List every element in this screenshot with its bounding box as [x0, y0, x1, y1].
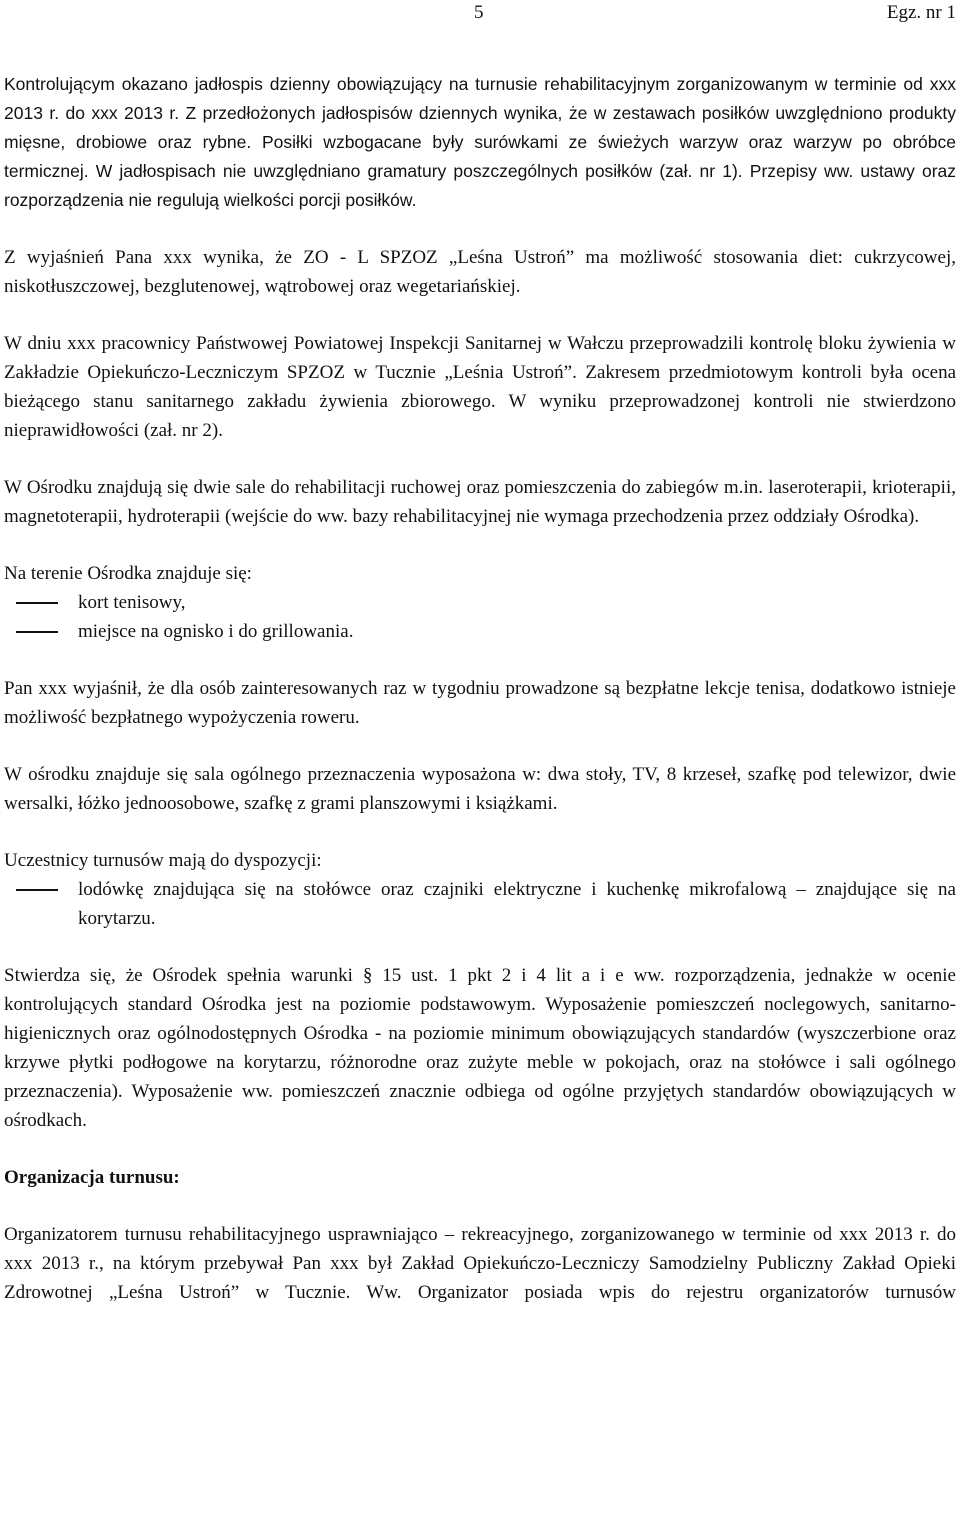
facilities-list — [4, 588, 956, 646]
paragraph-sanitary-inspection: W dniu xxx pracownicy Państwowej Powiatowej Inspekcji Sanitarnej w Wałczu przeprowadzili kontrolę bloku żywienia w Zakładzie Opiekuńczo-Leczniczym SPZOZ w Tucznie „Leśnia Ustroń”. Zakresem przedmiotowym kontroli była ocena bieżącego stanu sanitarnego zakładu żywienia zbiorowego. W wyniku przeprowadzonej kontroli nie stwierdzono nieprawidłowości (zał. nr 2). — [4, 333, 956, 441]
paragraph-common-room: W ośrodku znajduje się sala ogólnego przeznaczenia wyposażona w: dwa stoły, TV, 8 krzeseł, szafkę pod telewizor, dwie wersalki, łóżko jednoosobowe, szafkę z grami planszowymi i książkami. — [4, 764, 956, 814]
list-item: lodówkę znajdująca się na stołówce oraz czajniki elektryczne i kuchenkę mikrofalową – znajdujące się na korytarzu. — [78, 879, 956, 929]
participants-list — [4, 875, 956, 933]
copy-label: Egz. nr 1 — [886, 2, 956, 23]
paragraph-menu: Kontrolującym okazano jadłospis dzienny obowiązujący na turnusie rehabilitacyjnym zorganizowanym w terminie od xxx 2013 r. do xxx 2013 r. Z przedłożonych jadłospisów dziennych wynika, że w zestawach posiłków uwzględniono produkty mięsne, drobiowe oraz rybne. Posiłki wzbogacane były surówkami ze świeżych warzyw oraz warzyw po obróbce termicznej. W jadłospisach nie uwzględniano gramatury poszczególnych posiłków (zał. nr 1). Przepisy ww. ustawy oraz rozporządzenia nie regulują wielkości porcji posiłków. — [4, 74, 956, 210]
page-number: 5 — [474, 2, 484, 23]
page-header — [0, 0, 960, 30]
paragraph-organizer: Organizatorem turnusu rehabilitacyjnego usprawniająco – rekreacyjnego, zorganizowanego w terminie od xxx 2013 r. do xxx 2013 r., na którym przebywał Pan xxx był Zakład Opiekuńczo-Leczniczy Samodzielny Publiczny Zakład Opieki Zdrowotnej „Leśna Ustroń” w Tucznie. Ww. Organizator posiada wpis do rejestru organizatorów turnusów — [4, 1224, 956, 1303]
paragraph-participants-intro: Uczestnicy turnusów mają do dyspozycji: — [4, 850, 322, 871]
document-body — [4, 70, 956, 1307]
paragraph-tennis: Pan xxx wyjaśnił, że dla osób zainteresowanych raz w tygodniu prowadzone są bezpłatne lekcje tenisa, dodatkowo istnieje możliwość bezpłatnego wypożyczenia roweru. — [4, 678, 956, 728]
paragraph-rehabilitation-rooms: W Ośrodku znajdują się dwie sale do rehabilitacji ruchowej oraz pomieszczenia do zabiegów m.in. laseroterapii, krioterapii, magnetoterapii, hydroterapii (wejście do ww. bazy rehabilitacyjnej nie wymaga przechodzenia przez oddziały Ośrodka). — [4, 477, 956, 527]
list-item: kort tenisowy, — [78, 592, 186, 613]
paragraph-standard-assessment: Stwierdza się, że Ośrodek spełnia warunki § 15 ust. 1 pkt 2 i 4 lit a i e ww. rozporządzenia, jednakże w ocenie kontrolujących standard Ośrodka jest na poziomie podstawowym. Wyposażenie pomieszczeń noclegowych, sanitarno-higienicznych oraz ogólnodostępnych Ośrodka - na poziomie minimum obowiązujących standardów (wyszczerbione oraz krzywe płytki podłogowe na korytarzu, różnorodne oraz zużyte meble w pokojach, oraz na stołówce i sali ogólnego przeznaczenia). Wyposażenie ww. pomieszczeń znacznie odbiega od ogólne przyjętych standardów obowiązujących w ośrodkach. — [4, 965, 956, 1131]
paragraph-diets: Z wyjaśnień Pana xxx wynika, że ZO - L SPZOZ „Leśna Ustroń” ma możliwość stosowania diet: cukrzycowej, niskotłuszczowej, bezglutenowej, wątrobowej oraz wegetariańskiej. — [4, 247, 956, 297]
list-item: miejsce na ognisko i do grillowania. — [78, 621, 354, 642]
section-heading: Organizacja turnusu: — [4, 1167, 180, 1188]
paragraph-facilities-intro: Na terenie Ośrodka znajduje się: — [4, 563, 252, 584]
